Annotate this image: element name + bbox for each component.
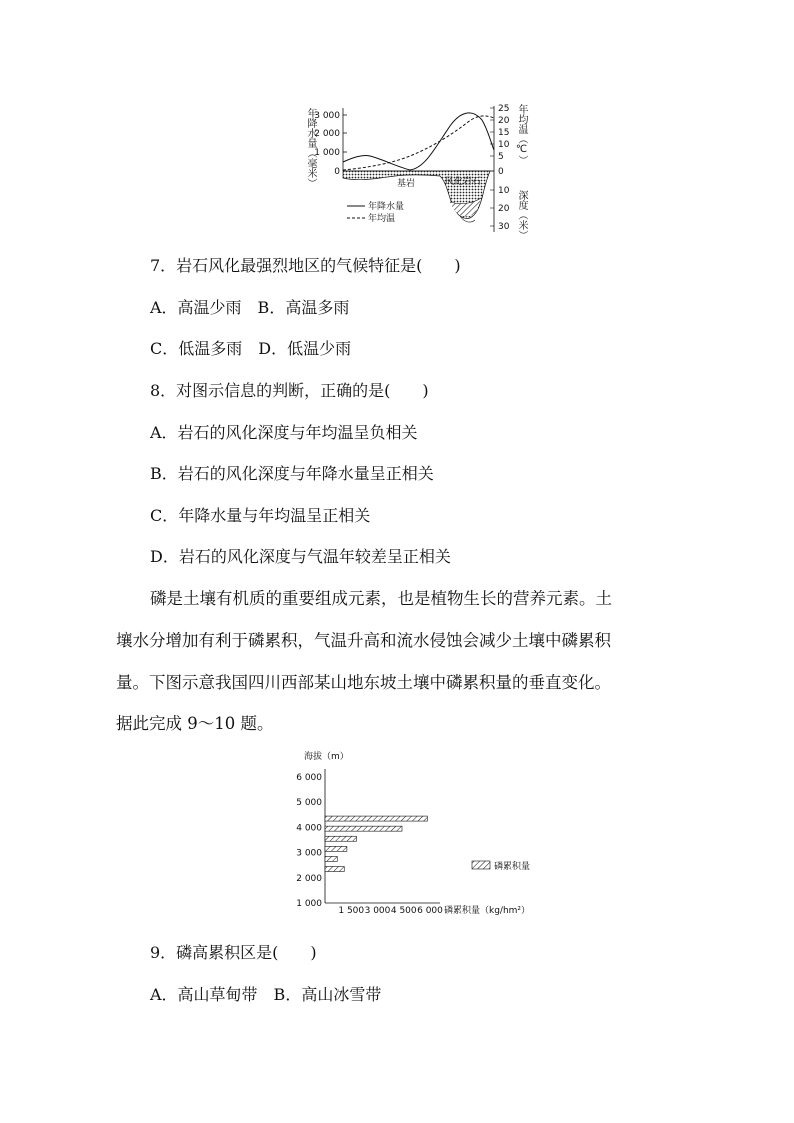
phosphorus-chart (290, 745, 550, 925)
right-top-axis-title: 年均温（℃） (516, 104, 527, 165)
question-8-option-c: C．年降水量与年均温呈正相关 (150, 506, 371, 525)
legend-swatch (472, 861, 490, 869)
right-tick: 10 (498, 140, 510, 150)
right-tick: 20 (498, 204, 510, 214)
bedrock-label: 基岩 (397, 179, 416, 189)
y-tick-label: 2 000 (296, 873, 322, 884)
passage-line: 量。下图示意我国四川西部某山地东坡土壤中磷累积量的垂直变化。 (116, 673, 611, 692)
right-tick: 20 (498, 116, 510, 126)
question-8-option-a: A．岩石的风化深度与年均温呈负相关 (150, 423, 418, 442)
phosphorus-bar (325, 866, 344, 871)
question-8-option-b: B．岩石的风化深度与年降水量呈正相关 (150, 464, 434, 483)
right-tick: 30 (498, 222, 510, 232)
question-7-stem: 7．岩石风化最强烈地区的气候特征是( ) (150, 256, 461, 275)
precip-curve (343, 113, 494, 170)
x-axis-title: 磷累积量（kg/hm²） (444, 906, 531, 916)
question-7-options-ab: A．高温少雨 B．高温多雨 (150, 298, 350, 317)
question-8-stem: 8．对图示信息的判断，正确的是( ) (150, 381, 429, 400)
right-tick: 10 (498, 186, 510, 196)
left-tick: 1 000 (314, 148, 340, 158)
question-8-option-d: D．岩石的风化深度与气温年较差呈正相关 (150, 547, 451, 566)
x-tick-label: 3 000 (364, 906, 391, 916)
phosphorus-bar (325, 856, 337, 861)
passage-line: 磷是土壤有机质的重要组成元素，也是植物生长的营养元素。土 (150, 589, 612, 608)
phosphorus-bar (325, 816, 427, 821)
right-tick: 25 (498, 104, 510, 114)
question-7-options-cd: C．低温多雨 D．低温少雨 (150, 339, 352, 358)
y-tick-label: 6 000 (296, 773, 322, 783)
temp-curve (343, 116, 494, 170)
weathered-label: 风化岩石 (445, 177, 482, 187)
phosphorus-bar (325, 826, 402, 831)
y-axis-title: 海拔（m） (304, 752, 349, 762)
left-tick: 3 000 (314, 111, 340, 121)
y-tick-label: 5 000 (296, 798, 322, 809)
left-tick: 0 (334, 167, 340, 177)
passage-line: 壤水分增加有利于磷累积，气温升高和流水侵蚀会减少土壤中磷累积 (116, 631, 611, 650)
right-tick: 0 (498, 167, 504, 177)
right-tick: 15 (498, 128, 510, 138)
legend-precip: 年降水量 (368, 202, 405, 212)
question-9-options-ab: A．高山草甸带 B．高山冰雪带 (150, 985, 382, 1004)
weathering-diagram (300, 98, 540, 242)
right-bottom-axis-title: 深度（米） (516, 190, 527, 240)
y-tick-label: 1 000 (296, 899, 322, 909)
left-tick: 2 000 (314, 129, 340, 139)
legend-temp: 年均温 (368, 214, 396, 224)
x-tick-label: 4 500 (390, 906, 417, 916)
x-tick-label: 6 000 (417, 906, 443, 916)
question-9-stem: 9．磷高累积区是( ) (150, 943, 317, 962)
y-tick-label: 4 000 (296, 823, 322, 834)
phosphorus-bar (325, 846, 347, 851)
phosphorus-bar (325, 836, 357, 841)
right-tick: 5 (498, 152, 504, 162)
left-axis-title: 年降水量（毫米） (305, 108, 316, 188)
x-tick-label: 1 500 (338, 906, 365, 916)
legend-label: 磷累积量 (494, 862, 531, 872)
y-tick-label: 3 000 (296, 848, 322, 859)
passage-line: 据此完成 9～10 题。 (116, 714, 274, 733)
